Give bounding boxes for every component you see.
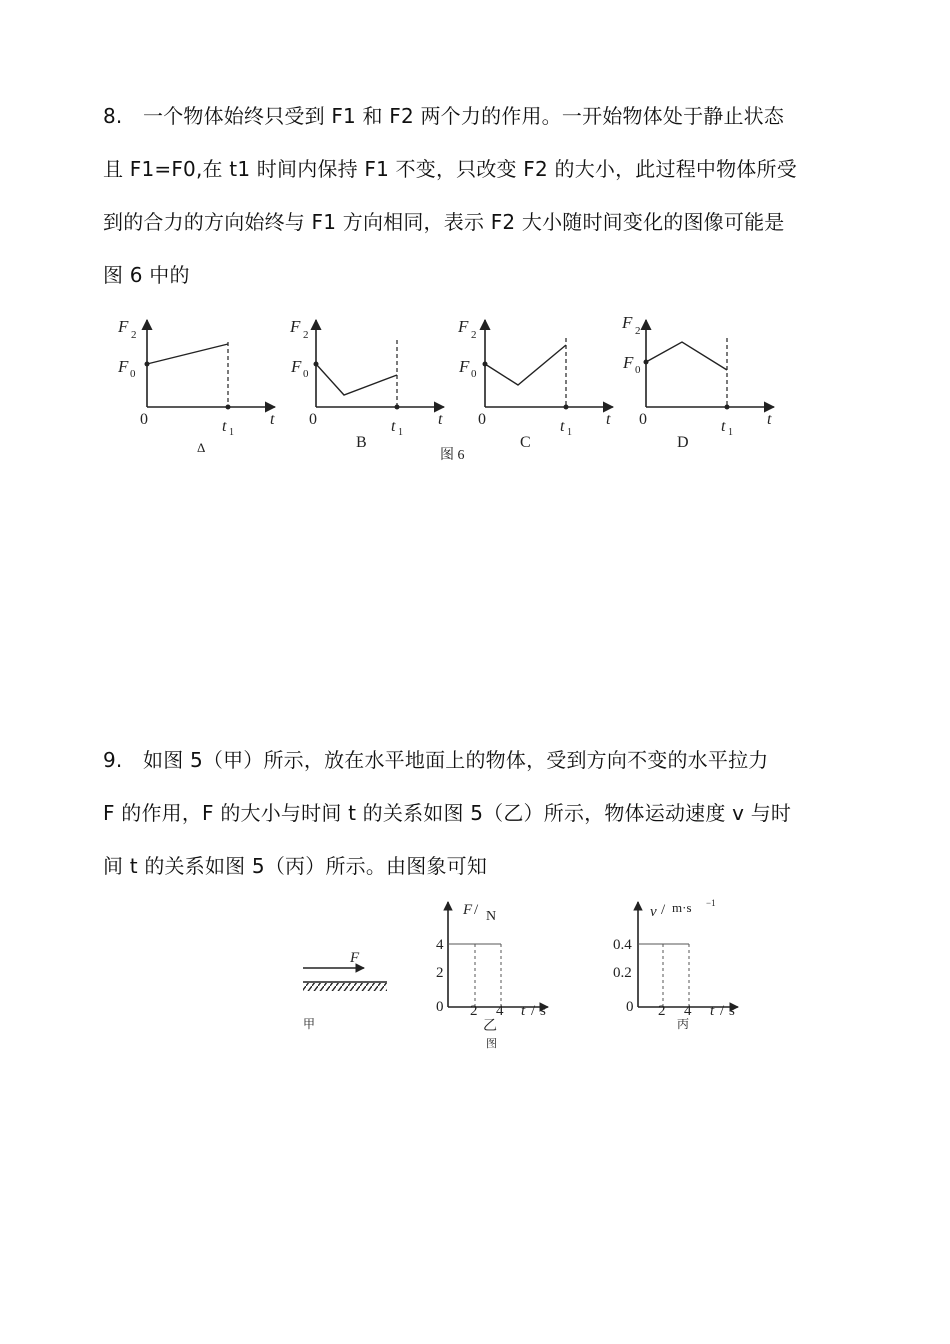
q9-line-3: 间 t 的关系如图 5（丙）所示。由图象可知: [103, 854, 488, 878]
origin-label: 0: [140, 411, 148, 428]
ground-hatch: [303, 983, 387, 991]
bing-y-unit-exp: −1: [706, 898, 716, 908]
yi-tick-2: 2: [436, 965, 444, 981]
q8-number: 8.: [103, 104, 123, 128]
figure-6-caption: 图 6: [440, 448, 465, 463]
origin-label: 0: [639, 411, 647, 428]
q8-line-2: 且 F1=F0,在 t1 时间内保持 F1 不变，只改变 F2 的大小，此过程中物体所受: [103, 157, 797, 181]
t-axis-label: t: [438, 411, 443, 428]
bing-x-label: t: [710, 1003, 715, 1019]
t1-sub: 1: [398, 427, 403, 438]
t1-label: t: [560, 418, 565, 435]
yi-y-label: F: [463, 902, 473, 918]
y-axis-sub: 2: [471, 329, 477, 341]
t1-label: t: [721, 418, 726, 435]
yi-tick-4: 4: [436, 937, 444, 953]
t1-label: t: [222, 418, 227, 435]
figure-6: [0, 300, 950, 480]
graph-a: [117, 317, 275, 455]
bing-x-tick-2: 2: [658, 1003, 666, 1019]
f0-sub: 0: [130, 368, 136, 380]
option-d-label: D: [677, 434, 689, 451]
graph-b: [289, 317, 444, 451]
option-c-label: C: [520, 434, 531, 451]
y-axis-sub: 2: [131, 329, 137, 341]
figure-5: [0, 890, 950, 1050]
yi-x-tick-4: 4: [496, 1003, 504, 1019]
bing-tick-04: 0.4: [613, 937, 632, 953]
t-axis-label: t: [270, 411, 275, 428]
origin-label: 0: [309, 411, 317, 428]
yi-x-slash: /: [531, 1003, 536, 1019]
yi-y-slash: /: [474, 902, 479, 918]
yi-x-label: t: [521, 1003, 526, 1019]
bing-y-label: v: [650, 904, 657, 920]
jia-caption: 甲: [303, 1017, 316, 1031]
q9-number: 9.: [103, 748, 123, 772]
f0-sub: 0: [303, 368, 309, 380]
y-axis-label: F: [622, 313, 633, 332]
q8-line-3: 到的合力的方向始终与 F1 方向相同，表示 F2 大小随时间变化的图像可能是: [103, 210, 785, 234]
q9-line-2: F 的作用，F 的大小与时间 t 的关系如图 5（乙）所示，物体运动速度 v 与时: [103, 801, 792, 825]
bing-x-tick-4: 4: [684, 1003, 692, 1019]
yi-caption: 乙: [483, 1019, 497, 1034]
t-axis-label: t: [606, 411, 611, 428]
t1-sub: 1: [229, 427, 234, 438]
bing-x-unit: s: [729, 1003, 735, 1019]
y-axis-label: F: [118, 317, 129, 336]
figure-yi: [436, 902, 548, 1050]
bing-tick-02: 0.2: [613, 965, 632, 981]
t1-sub: 1: [567, 427, 572, 438]
bing-tick-0: 0: [626, 999, 634, 1015]
f0-label: F: [291, 357, 302, 376]
figure-bing: [613, 898, 738, 1031]
yi-tick-0: 0: [436, 999, 444, 1015]
f0-sub: 0: [635, 364, 641, 376]
f0-label: F: [459, 357, 470, 376]
bing-y-unit: m·s: [672, 900, 692, 915]
force-label: F: [350, 950, 360, 966]
option-b-label: B: [356, 434, 367, 451]
t1-sub: 1: [728, 427, 733, 438]
graph-d: [621, 313, 774, 451]
t-axis-label: t: [767, 411, 772, 428]
yi-x-tick-2: 2: [470, 1003, 478, 1019]
bing-caption: 丙: [677, 1017, 690, 1031]
q8-line-4: 图 6 中的: [103, 263, 190, 287]
f0-label: F: [118, 357, 129, 376]
bing-x-slash: /: [720, 1003, 725, 1019]
figure-jia: [303, 950, 387, 1031]
figure-5-caption: 图: [486, 1038, 497, 1050]
graph-c: [457, 317, 613, 451]
yi-y-unit: N: [486, 909, 497, 924]
yi-x-unit: s: [540, 1003, 546, 1019]
y-axis-sub: 2: [635, 325, 641, 337]
y-axis-label: F: [290, 317, 301, 336]
y-axis-label: F: [458, 317, 469, 336]
t1-label: t: [391, 418, 396, 435]
q9-line-1: 9. 如图 5（甲）所示，放在水平地面上的物体，受到方向不变的水平拉力: [103, 748, 769, 772]
f0-label: F: [623, 353, 634, 372]
q8-line-1: 8. 一个物体始终只受到 F1 和 F2 两个力的作用。一开始物体处于静止状态: [103, 104, 785, 128]
bing-y-slash: /: [661, 902, 666, 918]
f0-sub: 0: [471, 368, 477, 380]
y-axis-sub: 2: [303, 329, 309, 341]
origin-label: 0: [478, 411, 486, 428]
option-a-label: Δ: [197, 440, 206, 455]
